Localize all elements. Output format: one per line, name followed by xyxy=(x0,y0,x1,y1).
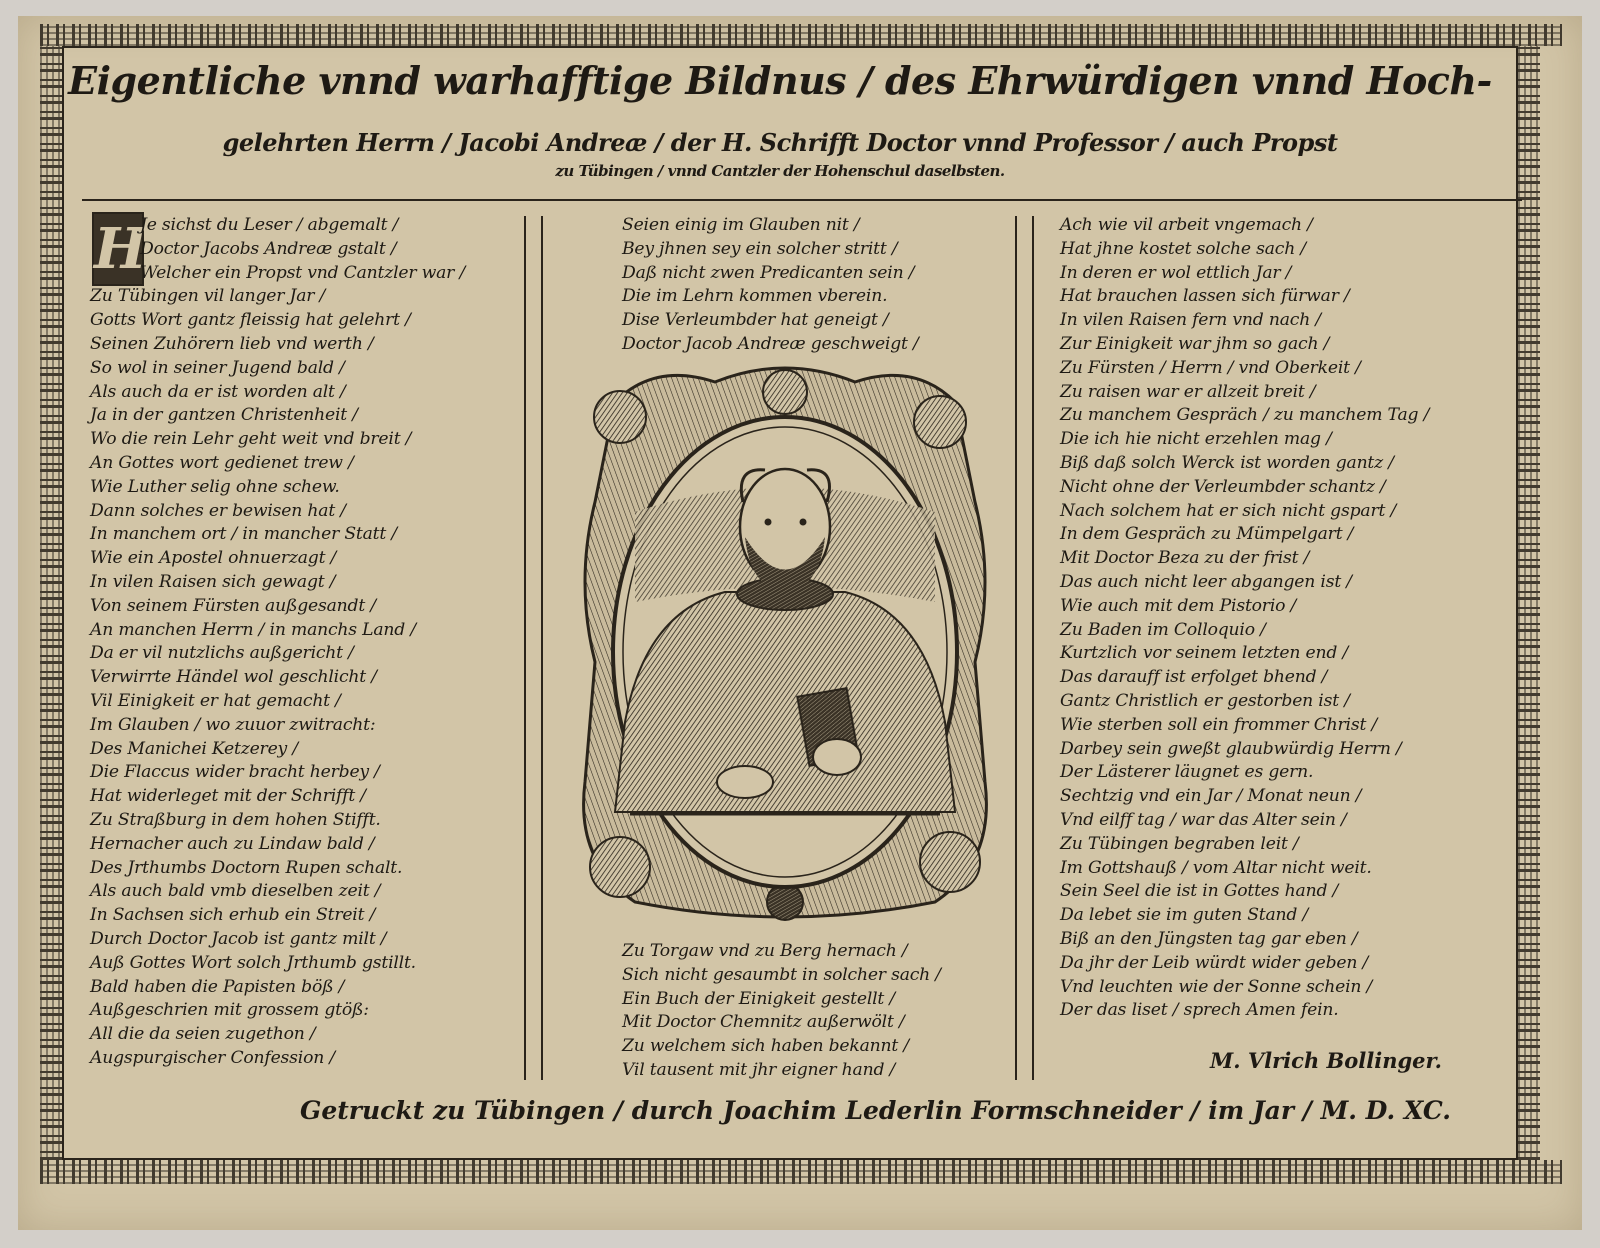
verse-line: Zu manchem Gespräch / zu manchem Tag / xyxy=(1060,405,1430,426)
verse-line: An manchen Herrn / in manchs Land / xyxy=(90,619,416,640)
verse-line: Als auch da er ist worden alt / xyxy=(90,381,346,402)
verse-line: Hat widerleget mit der Schrifft / xyxy=(90,786,366,807)
verse-line: In deren er wol ettlich Jar / xyxy=(1060,262,1292,283)
verse-line: Seien einig im Glauben nit / xyxy=(622,215,860,235)
verse-line: Zu Tübingen vil langer Jar / xyxy=(90,286,326,307)
verse-line: Kurtzlich vor seinem letzten end / xyxy=(1060,643,1349,664)
signature: M. Vlrich Bollinger. xyxy=(1210,1048,1442,1073)
verse-line: Darbey sein gweßt glaubwürdig Herrn / xyxy=(1060,738,1402,759)
verse-line: Daß nicht zwen Predicanten sein / xyxy=(622,262,915,283)
verse-line: Von seinem Fürsten außgesandt / xyxy=(90,595,376,616)
verse-line: Hat brauchen lassen sich fürwar / xyxy=(1060,286,1350,307)
verse-line: Die Flaccus wider bracht herbey / xyxy=(90,762,380,783)
verse-line: Wo die rein Lehr geht weit vnd breit / xyxy=(90,429,412,450)
verse-line: Biß daß solch Werck ist worden gantz / xyxy=(1060,452,1394,473)
ornamental-border-right xyxy=(1518,46,1540,1160)
verse-line: Zu Torgaw vnd zu Berg hernach / xyxy=(622,941,908,961)
verse-line: Ein Buch der Einigkeit gestellt / xyxy=(622,988,895,1009)
verse-line: Vnd eilff tag / war das Alter sein / xyxy=(1060,809,1347,830)
ornamental-border-bottom xyxy=(40,1160,1562,1184)
verse-line: Da er vil nutzlichs außgericht / xyxy=(90,643,354,664)
poem-column-2-top xyxy=(622,214,919,357)
verse-line: Durch Doctor Jacob ist gantz milt / xyxy=(90,928,387,949)
cherub-bottom-right xyxy=(920,832,980,892)
verse-line: Sich nicht gesaumbt in solcher sach / xyxy=(622,964,941,985)
verse-line: Die im Lehrn kommen vberein. xyxy=(622,286,888,307)
verse-line: Wie ein Apostel ohnuerzagt / xyxy=(90,548,337,569)
verse-line: Je sichst du Leser / abgemalt / xyxy=(140,215,399,235)
cherub-top-right xyxy=(914,396,966,448)
verse-line: Vnd leuchten wie der Sonne schein / xyxy=(1060,976,1373,997)
verse-line: All die da seien zugethon / xyxy=(90,1024,316,1045)
verse-line: Im Glauben / wo zuuor zwitracht: xyxy=(90,714,376,735)
column-divider-1b xyxy=(541,216,543,1080)
verse-line: Biß an den Jüngsten tag gar eben / xyxy=(1060,928,1358,949)
verse-line: Sein Seel die ist in Gottes hand / xyxy=(1060,881,1339,902)
title-line-3: zu Tübingen / vnnd Cantzler der Hohenschul daselbsten. xyxy=(555,162,1005,180)
verse-line: Zur Einigkeit war jhm so gach / xyxy=(1060,333,1330,354)
verse-line: Des Manichei Ketzerey / xyxy=(90,738,298,759)
verse-line: Vil Einigkeit er hat gemacht / xyxy=(90,690,341,711)
verse-line: Augspurgischer Confession / xyxy=(90,1047,335,1068)
verse-line: Nicht ohne der Verleumbder schantz / xyxy=(1060,476,1386,497)
verse-line: In vilen Raisen fern vnd nach / xyxy=(1060,310,1321,331)
verse-line: Hat jhne kostet solche sach / xyxy=(1060,238,1306,259)
ornamental-border-left xyxy=(40,46,62,1160)
verse-line: So wol in seiner Jugend bald / xyxy=(90,357,345,378)
ornamental-border-top xyxy=(40,24,1562,46)
verse-line: An Gottes wort gedienet trew / xyxy=(90,452,354,473)
inner-frame-top xyxy=(62,46,1518,48)
verse-line: Zu raisen war er allzeit breit / xyxy=(1060,381,1316,402)
verse-line: Wie Luther selig ohne schew. xyxy=(90,476,340,497)
inner-frame-right xyxy=(1516,46,1518,1160)
verse-line: Ach wie vil arbeit vngemach / xyxy=(1060,215,1313,235)
verse-line: Vil tausent mit jhr eigner hand / xyxy=(622,1059,896,1080)
verse-line: Im Gottshauß / vom Altar nicht weit. xyxy=(1060,857,1372,878)
verse-line: Als auch bald vmb dieselben zeit / xyxy=(90,881,381,902)
verse-line: Ja in der gantzen Christenheit / xyxy=(90,405,358,426)
verse-line: Zu Straßburg in dem hohen Stifft. xyxy=(90,809,381,830)
inner-frame-left xyxy=(62,46,64,1160)
title-rule xyxy=(82,199,1522,201)
verse-line: Wie auch mit dem Pistorio / xyxy=(1060,595,1297,616)
verse-line: Des Jrthumbs Doctorn Rupen schalt. xyxy=(90,857,403,878)
column-divider-2b xyxy=(1032,216,1034,1080)
drop-cap: H xyxy=(92,212,144,286)
verse-line: Auß Gottes Wort solch Jrthumb gstillt. xyxy=(90,952,416,973)
portrait-woodcut xyxy=(575,362,995,928)
verse-line: Mit Doctor Beza zu der frist / xyxy=(1060,548,1310,569)
verse-line: Zu Baden im Colloquio / xyxy=(1060,619,1266,640)
verse-line: Zu Tübingen begraben leit / xyxy=(1060,833,1299,854)
verse-line: Das auch nicht leer abgangen ist / xyxy=(1060,571,1352,592)
verse-line: In dem Gespräch zu Mümpelgart / xyxy=(1060,524,1354,545)
title-line-2: gelehrten Herrn / Jacobi Andreæ / der H. Schrifft Doctor vnnd Professor / auch Propst xyxy=(222,128,1338,157)
printer-imprint: Getruckt zu Tübingen / durch Joachim Lederlin Formschneider / im Jar / M. D. XC. xyxy=(300,1096,1451,1125)
verse-line: Gantz Christlich er gestorben ist / xyxy=(1060,690,1350,711)
verse-line: Bald haben die Papisten böß / xyxy=(90,976,345,997)
verse-line: Die ich hie nicht erzehlen mag / xyxy=(1060,429,1332,450)
cherub-bottom-left xyxy=(590,837,650,897)
column-divider-2a xyxy=(1015,216,1017,1080)
inner-frame-bottom xyxy=(62,1158,1518,1160)
verse-line: Der das liset / sprech Amen fein. xyxy=(1060,1000,1339,1021)
verse-line: Gotts Wort gantz fleissig hat gelehrt / xyxy=(90,310,411,331)
verse-line: In vilen Raisen sich gewagt / xyxy=(90,571,336,592)
column-divider-1a xyxy=(524,216,526,1080)
verse-line: Außgeschrien mit grossem gtöß: xyxy=(90,1000,369,1021)
verse-line: Da jhr der Leib würdt wider geben / xyxy=(1060,952,1369,973)
verse-line: Hernacher auch zu Lindaw bald / xyxy=(90,833,375,854)
verse-line: In Sachsen sich erhub ein Streit / xyxy=(90,905,376,926)
mask-ornament-bottom xyxy=(767,884,803,920)
verse-line: Wie sterben soll ein frommer Christ / xyxy=(1060,714,1378,735)
verse-line: Zu welchem sich haben bekannt / xyxy=(622,1036,909,1057)
verse-line: Dise Verleumbder hat geneigt / xyxy=(622,310,889,331)
verse-line: Nach solchem hat er sich nicht gspart / xyxy=(1060,500,1397,521)
verse-line: Welcher ein Propst vnd Cantzler war / xyxy=(140,262,466,283)
verse-line: Seinen Zuhörern lieb vnd werth / xyxy=(90,333,374,354)
poem-column-3 xyxy=(1060,214,1429,1023)
verse-line: Dann solches er bewisen hat / xyxy=(90,500,346,521)
verse-line: Das darauff ist erfolget bhend / xyxy=(1060,667,1328,688)
verse-line: Verwirrte Händel wol geschlicht / xyxy=(90,667,377,688)
verse-line: Doctor Jacobs Andreæ gstalt / xyxy=(140,238,397,259)
verse-line: Doctor Jacob Andreæ geschweigt / xyxy=(622,333,919,354)
verse-line: Der Lästerer läugnet es gern. xyxy=(1060,762,1314,783)
verse-line: Da lebet sie im guten Stand / xyxy=(1060,905,1309,926)
verse-line: In manchem ort / in mancher Statt / xyxy=(90,524,397,545)
poem-column-2-bottom xyxy=(622,940,941,1083)
title-line-1: Eigentliche vnnd warhafftige Bildnus / des Ehrwürdigen vnnd Hoch- xyxy=(68,58,1492,103)
verse-line: Zu Fürsten / Herrn / vnd Oberkeit / xyxy=(1060,357,1361,378)
poem-column-1 xyxy=(90,214,465,1071)
verse-line: Sechtzig vnd ein Jar / Monat neun / xyxy=(1060,786,1362,807)
verse-line: Mit Doctor Chemnitz außerwölt / xyxy=(622,1012,905,1033)
cherub-top-center xyxy=(763,370,807,414)
verse-line: Bey jhnen sey ein solcher stritt / xyxy=(622,238,898,259)
cherub-top-left xyxy=(594,391,646,443)
